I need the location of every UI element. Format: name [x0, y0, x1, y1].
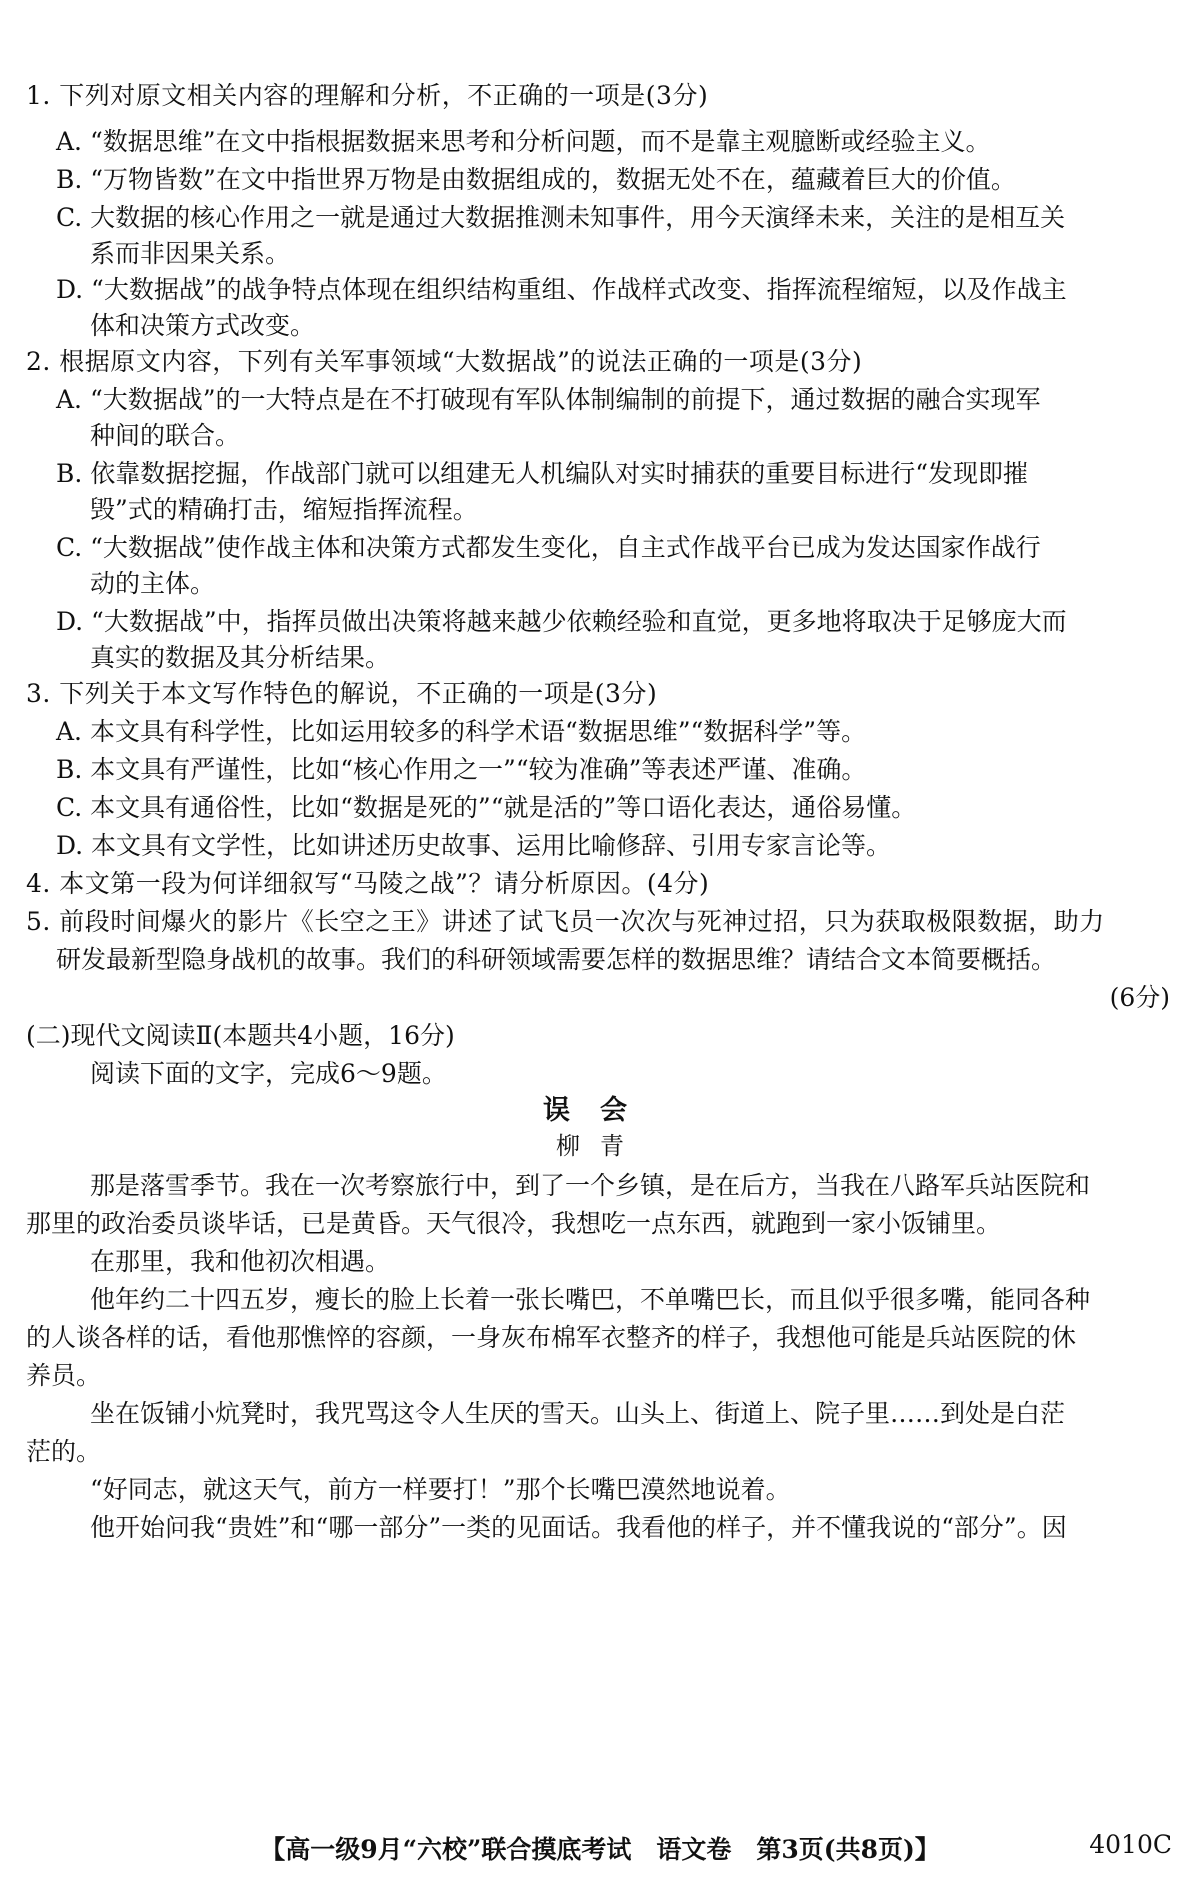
- story-line: 坐在饭铺小炕凳时，我咒骂这令人生厌的雪天。山头上、街道上、院子里……到处是白茫: [90, 1399, 1066, 1428]
- question-2-option-c-cont: 动的主体。: [90, 569, 216, 598]
- question-1-option-c-cont: 系而非因果关系。: [90, 239, 291, 268]
- question-3-stem: 3. 下列关于本文写作特色的解说，不正确的一项是(3分): [26, 679, 658, 708]
- question-5-line-2: 研发最新型隐身战机的故事。我们的科研领域需要怎样的数据思维？请结合文本简要概括。: [56, 945, 1057, 974]
- question-2-option-b-cont: 毁”式的精确打击，缩短指挥流程。: [90, 495, 478, 524]
- story-line: 茫的。: [26, 1437, 102, 1466]
- question-1-option-a: A. “数据思维”在文中指根据数据来思考和分析问题，而不是靠主观臆断或经验主义。: [56, 127, 991, 156]
- question-2-stem: 2. 根据原文内容，下列有关军事领域“大数据战”的说法正确的一项是(3分): [26, 347, 863, 376]
- question-4: 4. 本文第一段为何详细叙写“马陵之战”？请分析原因。(4分): [26, 869, 710, 898]
- question-3-option-d: D. 本文具有文学性，比如讲述历史故事、运用比喻修辞、引用专家言论等。: [56, 831, 892, 860]
- question-5-line-1: 5. 前段时间爆火的影片《长空之王》讲述了试飞员一次次与死神过招，只为获取极限数据，助力: [26, 907, 1105, 936]
- question-2-option-c: C. “大数据战”使作战主体和决策方式都发生变化，自主式作战平台已成为发达国家作战行: [56, 533, 1041, 562]
- question-1-option-d-cont: 体和决策方式改变。: [90, 311, 316, 340]
- story-line: 的人谈各样的话，看他那憔悴的容颜，一身灰布棉军衣整齐的样子，我想他可能是兵站医院的休: [26, 1323, 1077, 1352]
- story-author: 柳青: [556, 1132, 644, 1160]
- question-3-option-b: B. 本文具有严谨性，比如“核心作用之一”“较为准确”等表述严谨、准确。: [56, 755, 867, 784]
- story-line: 他年约二十四五岁，瘦长的脸上长着一张长嘴巴，不单嘴巴长，而且似乎很多嘴，能同各种: [90, 1285, 1091, 1314]
- section-title: (二)现代文阅读Ⅱ(本题共4小题，16分): [26, 1021, 455, 1050]
- footer-code: 4010C: [1089, 1830, 1172, 1859]
- section-intro: 阅读下面的文字，完成6～9题。: [90, 1059, 447, 1088]
- question-1-stem: 1. 下列对原文相关内容的理解和分析，不正确的一项是(3分): [26, 81, 709, 110]
- question-2-option-d-cont: 真实的数据及其分析结果。: [90, 643, 391, 672]
- question-3-option-c: C. 本文具有通俗性，比如“数据是死的”“就是活的”等口语化表达，通俗易懂。: [56, 793, 917, 822]
- story-line: 在那里，我和他初次相遇。: [90, 1247, 391, 1276]
- story-line: 那里的政治委员谈毕话，已是黄昏。天气很冷，我想吃一点东西，就跑到一家小饭铺里。: [26, 1209, 1002, 1238]
- question-2-option-d: D. “大数据战”中，指挥员做出决策将越来越少依赖经验和直觉，更多地将取决于足够庞大而: [56, 607, 1067, 636]
- story-title: 误会: [543, 1095, 657, 1126]
- story-line: 养员。: [26, 1361, 102, 1390]
- question-1-option-c: C. 大数据的核心作用之一就是通过大数据推测未知事件，用今天演绎未来，关注的是相互关: [56, 203, 1066, 232]
- question-2-option-a-cont: 种间的联合。: [90, 421, 241, 450]
- question-1-option-b: B. “万物皆数”在文中指世界万物是由数据组成的，数据无处不在，蕴藏着巨大的价值。: [56, 165, 1016, 194]
- question-5-score: (6分): [1109, 983, 1170, 1012]
- question-2-option-a: A. “大数据战”的一大特点是在不打破现有军队体制编制的前提下，通过数据的融合实现军: [56, 385, 1041, 414]
- story-line: 那是落雪季节。我在一次考察旅行中，到了一个乡镇，是在后方，当我在八路军兵站医院和: [90, 1171, 1091, 1200]
- story-line: 他开始问我“贵姓”和“哪一部分”一类的见面话。我看他的样子，并不懂我说的“部分”。因: [90, 1513, 1067, 1542]
- question-3-option-a: A. 本文具有科学性，比如运用较多的科学术语“数据思维”“数据科学”等。: [56, 717, 867, 746]
- footer-exam-info: 【高一级9月“六校”联合摸底考试 语文卷 第3页(共8页)】: [260, 1835, 940, 1864]
- story-line: “好同志，就这天气，前方一样要打！”那个长嘴巴漠然地说着。: [90, 1475, 791, 1504]
- question-1-option-d: D. “大数据战”的战争特点体现在组织结构重组、作战样式改变、指挥流程缩短，以及作战主: [56, 275, 1067, 304]
- question-2-option-b: B. 依靠数据挖掘，作战部门就可以组建无人机编队对实时捕获的重要目标进行“发现即摧: [56, 459, 1029, 488]
